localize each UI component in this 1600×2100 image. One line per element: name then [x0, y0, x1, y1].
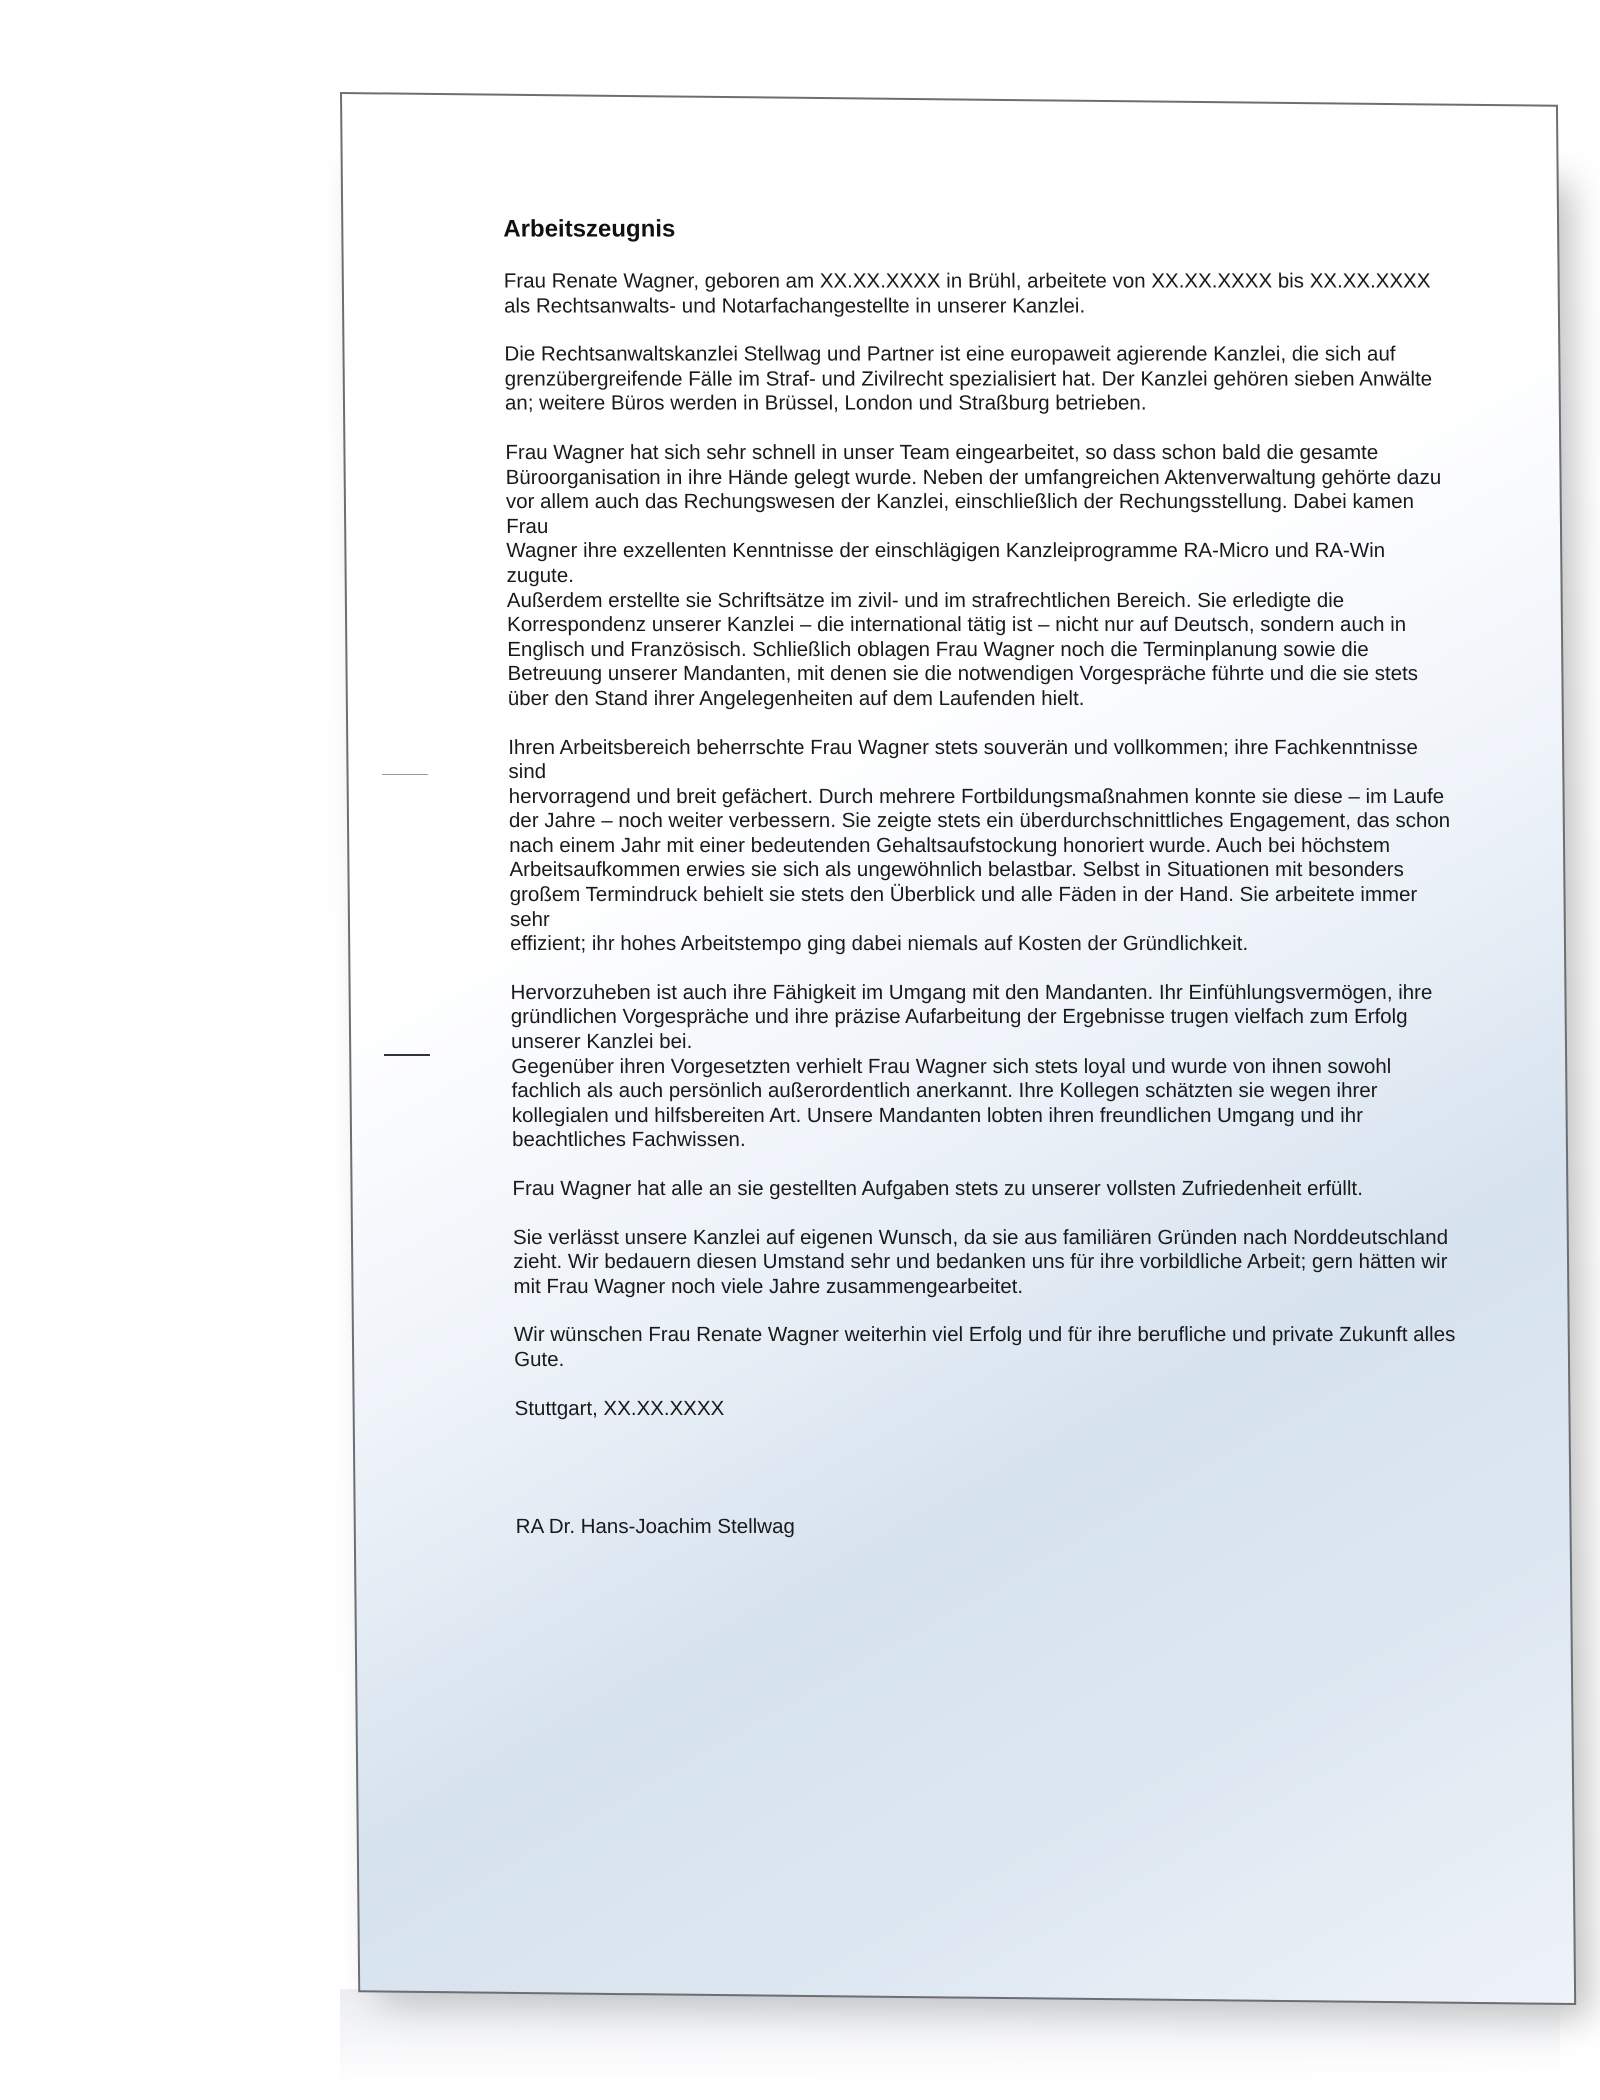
place-date: Stuttgart, XX.XX.XXXX — [514, 1396, 725, 1420]
paragraph-conduct: Gegenüber ihren Vorgesetzten verhielt Frau Wagner sich stets loyal und wurde von ihnen sowohl fachlich als auch persönlich außerordentlich anerkannt. Ihre Kollegen schätzten sie wegen ihrer kollegialen und hilfsbereiten Art. Unsere Mandanten lobten ihren freundlichen Umgang und ihr beachtliches Fachwissen. — [511, 1054, 1392, 1152]
punch-mark — [384, 1054, 430, 1056]
document-body — [503, 216, 1466, 1564]
paragraph-closing-wishes: Wir wünschen Frau Renate Wagner weiterhin viel Erfolg und für ihre berufliche und private Zukunft alles Gute. — [513, 1323, 1456, 1371]
paragraph-duties: Frau Wagner hat sich sehr schnell in unser Team eingearbeitet, so dass schon bald die gesamte Büroorganisation in ihre Hände gelegt wurde. Neben der umfangreichen Aktenverwaltung gehörte dazu vor allem auch das Rechungswesen der Kanzlei, einschließlich der Rechungsstellung. Dabei kamen Frau Wagner ihre exzellenten Kenntnisse der einschlägigen Kanzleiprogramme RA-Micro und RA-Win zugute. Außerdem erstellte sie Schriftsätze im zivil- und im strafrechtlichen Bereich. Sie erledigte die Korrespondenz unserer Kanzlei – die international tätig ist – nicht nur auf Deutsch, sondern auch in Englisch und Französisch. Schließlich oblagen Frau Wagner noch die Terminplanung sowie die Betreuung unserer Mandanten, mit denen sie die notwendigen Vorgespräche führte und die sie stets über den Stand ihrer Angelegenheiten auf dem Laufenden hielt. — [505, 440, 1442, 710]
paragraph-clients: Hervorzuheben ist auch ihre Fähigkeit im Umgang mit den Mandanten. Ihr Einfühlungsvermögen, ihre gründlichen Vorgespräche und ihre präzise Aufarbeitung der Ergebnisse trugen vielfach zum Erfolg unserer Kanzlei bei. — [510, 980, 1433, 1053]
paragraph-overall-rating: Frau Wagner hat alle an sie gestellten Aufgaben stets zu unserer vollsten Zufriedenheit erfüllt. — [512, 1176, 1363, 1200]
fold-mark — [382, 774, 428, 775]
document-title: Arbeitszeugnis — [503, 215, 676, 243]
paragraph-employment: Frau Renate Wagner, geboren am XX.XX.XXXX in Brühl, arbeitete von XX.XX.XXXX bis XX.XX.XXXX als Rechtsanwalts- und Notarfachangestellte in unserer Kanzlei. — [503, 269, 1431, 318]
paragraph-performance: Ihren Arbeitsbereich beherrschte Frau Wagner stets souverän und vollkommen; ihre Fachkenntnisse sind hervorragend und breit gefächert. Durch mehrere Fortbildungsmaßnahmen konnte sie diese – im Laufe der Jahre – noch weiter verbessern. Sie zeigte stets ein überdurchschnittliches Engagement, das schon nach einem Jahr mit einer bedeutenden Gehaltsaufstockung honoriert wurde. Auch bei höchstem Arbeitsaufkommen erwies sie sich als ungewöhnlich belastbar. Selbst in Situationen mit besonders großem Termindruck behielt sie stets den Überblick und alle Fäden in der Hand. Sie arbeitete immer sehr effizient; ihr hohes Arbeitstempo ging dabei niemals auf Kosten der Gründlichkeit. — [508, 735, 1451, 956]
signature-space — [515, 1445, 1466, 1515]
paragraph-company: Die Rechtsanwaltskanzlei Stellwag und Partner ist eine europaweit agierende Kanzlei, die sich auf grenzübergreifende Fälle im Straf- und Zivilrecht spezialisiert hat. Der Kanzlei gehören sieben Anwälte an; weitere Büros werden in Brüssel, London und Straßburg betrieben. — [504, 342, 1433, 416]
paragraph-departure: Sie verlässt unsere Kanzlei auf eigenen Wunsch, da sie aus familiären Gründen nach Norddeutschland zieht. Wir bedauern diesen Umstand sehr und bedanken uns für ihre vorbildliche Arbeit; gern hätten wir mit Frau Wagner noch viele Jahre zusammengearbeitet. — [512, 1225, 1449, 1298]
signatory-name: RA Dr. Hans-Joachim Stellwag — [515, 1515, 795, 1539]
document-page — [340, 92, 1576, 2005]
